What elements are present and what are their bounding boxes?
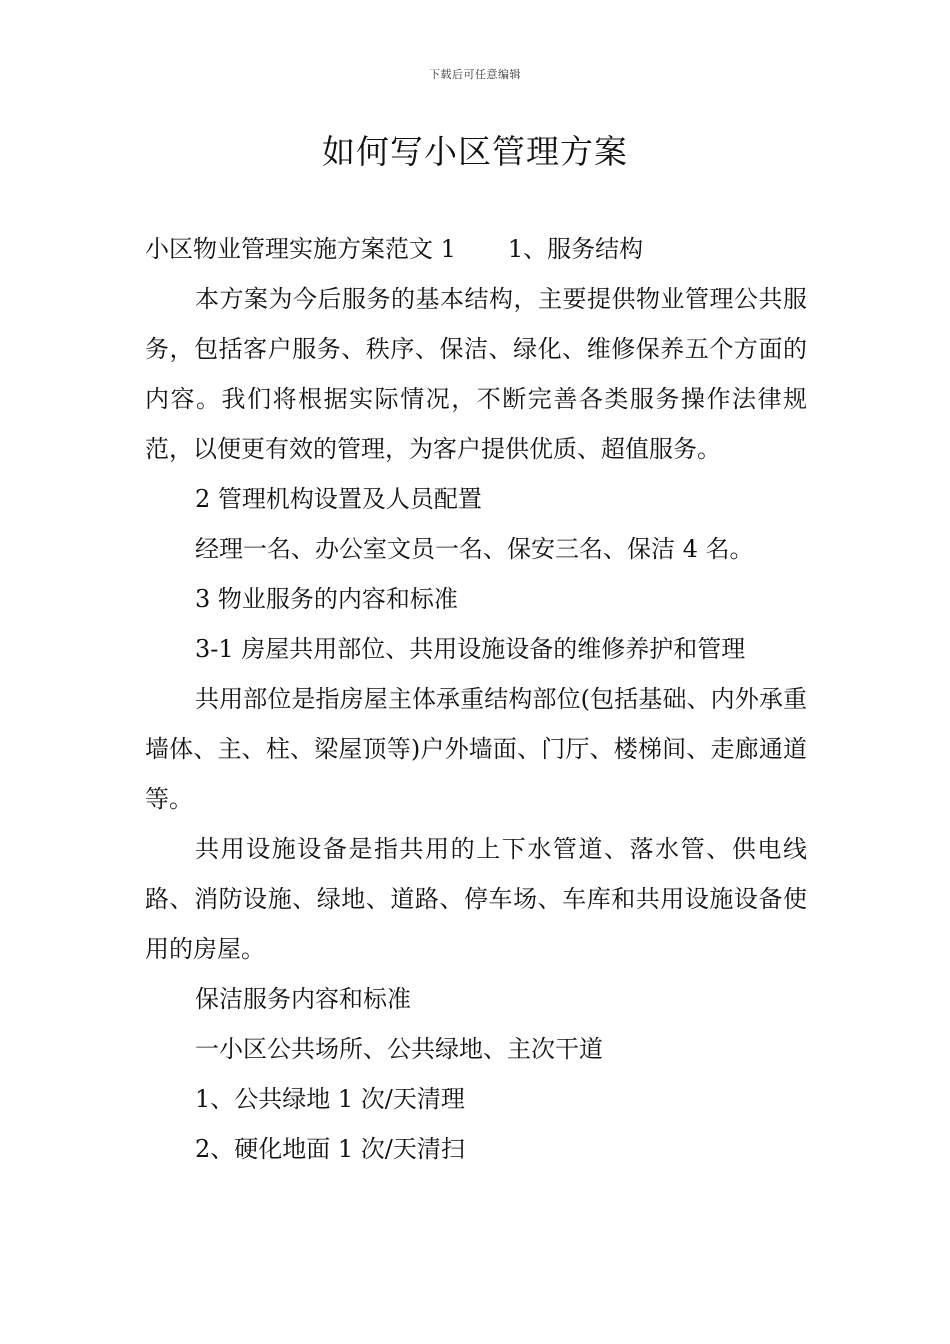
paragraph: 2 管理机构设置及人员配置	[195, 485, 482, 513]
paragraph: 共用设施设备是指共用的上下水管道、落水管、供电线路、消防设施、绿地、道路、停车场、车库和共用设施设备使用的房屋。	[145, 835, 807, 963]
paragraph: 1、公共绿地 1 次/天清理	[195, 1085, 465, 1113]
first-line	[145, 224, 807, 274]
paragraph: 2、硬化地面 1 次/天清扫	[195, 1135, 465, 1163]
paragraph: 共用部位是指房屋主体承重结构部位(包括基础、内外承重墙体、主、柱、梁屋顶等)户外墙面、门厅、楼梯间、走廊通道等。	[145, 685, 807, 813]
header-note: 下载后可任意编辑	[429, 68, 521, 81]
paragraph: 经理一名、办公室文员一名、保安三名、保洁 4 名。	[195, 535, 754, 563]
paragraph: 3-1 房屋共用部位、共用设施设备的维修养护和管理	[195, 635, 746, 663]
document-title: 如何写小区管理方案	[322, 132, 628, 171]
paragraph: 保洁服务内容和标准	[195, 985, 411, 1013]
first-line-part1: 小区物业管理实施方案范文 1	[145, 235, 456, 263]
paragraph: 本方案为今后服务的基本结构，主要提供物业管理公共服务，包括客户服务、秩序、保洁、绿化、维修保养五个方面的内容。我们将根据实际情况，不断完善各类服务操作法律规范，以便更有效的管理，为客户提供优质、超值服务。	[145, 285, 807, 463]
paragraph: 3 物业服务的内容和标准	[195, 585, 458, 613]
first-line-part2: 1、服务结构	[507, 235, 644, 263]
paragraph: 一小区公共场所、公共绿地、主次干道	[195, 1035, 603, 1063]
document-body	[145, 224, 807, 1174]
